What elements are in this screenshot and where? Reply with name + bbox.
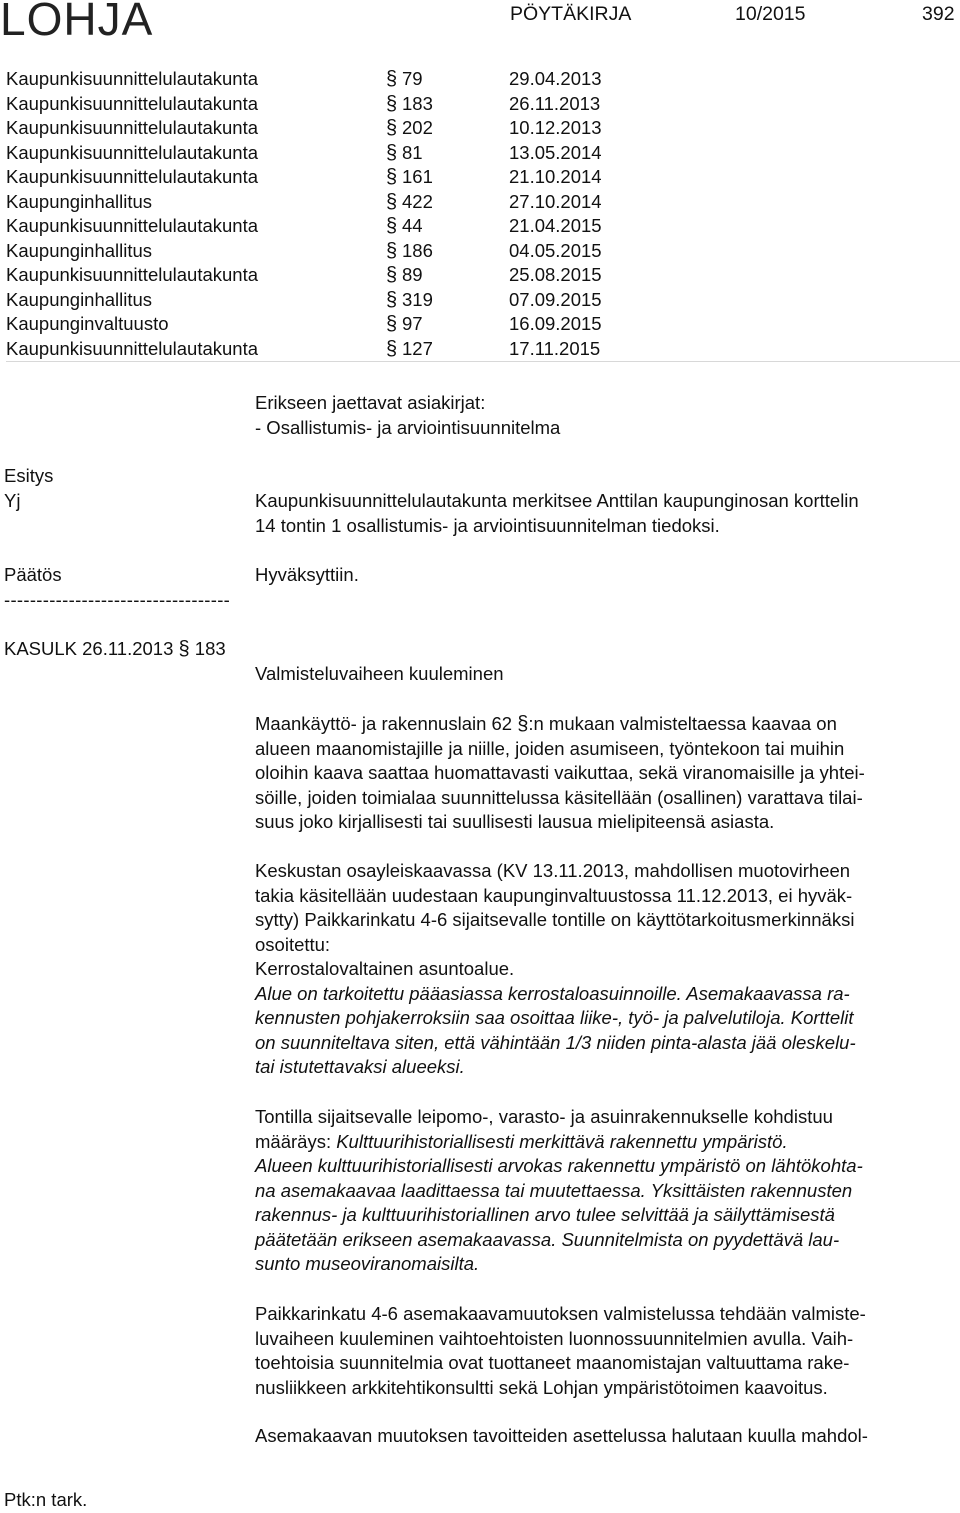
history-org: Kaupunkisuunnittelulautakunta (6, 141, 258, 163)
kasulk-number: 183 (194, 638, 226, 659)
history-row (6, 116, 960, 141)
history-number: 79 (402, 68, 423, 89)
section-symbol: § (386, 190, 398, 213)
proposal-label: Esitys (4, 465, 54, 486)
history-number: 97 (402, 313, 423, 334)
history-row (6, 239, 960, 264)
decision-label: Päätös (4, 564, 62, 585)
history-date: 07.09.2015 (509, 288, 602, 310)
history-row (6, 190, 960, 215)
history-org: Kaupunkisuunnittelulautakunta (6, 92, 258, 114)
paragraph-line: takia käsitellään uudestaan kaupunginvaltuustossa 11.12.2013, ei hyväk- (255, 884, 853, 906)
paragraph-line: sunto museoviranomaisilta. (255, 1253, 480, 1274)
paragraph-line: luvaiheen kuuleminen vaihtoehtoisten luonnossuunnitelmien avulla. Vaih- (255, 1327, 854, 1349)
history-date: 25.08.2015 (509, 264, 602, 285)
history-date: 21.10.2014 (509, 166, 602, 187)
attachments-heading: Erikseen jaettavat asiakirjat: (255, 392, 486, 413)
document-number: 10/2015 (735, 3, 806, 25)
logo: LOHJA (0, 0, 154, 45)
paragraph-line: rakennus- ja kulttuurihistoriallinen arvo tulee selvittää ja säilyttämisestä (255, 1204, 835, 1225)
section-symbol: § (386, 239, 398, 262)
paragraph-line: alueen maanomistajille ja niille, joiden asumiseen, työntekoon tai muihin (255, 737, 845, 759)
history-date: 10.12.2013 (509, 117, 602, 138)
paragraph-line: Alue on tarkoitettu pääasiassa kerrostaloasuinnoille. Asemakaavassa ra- (255, 982, 850, 1004)
history-org: Kaupunkisuunnittelulautakunta (6, 337, 258, 359)
section-title: Valmisteluvaiheen kuuleminen (255, 663, 504, 684)
paragraph-line: on suunniteltava siten, että vähintään 1/3 niiden pinta-alasta jää oleskelu- (255, 1031, 856, 1053)
history-number: 183 (402, 92, 433, 114)
history-org: Kaupunkisuunnittelulautakunta (6, 215, 258, 236)
paragraph-line: toehtoisia suunnitelmia ovat tuottaneet maanomistajan valtuuttama rake- (255, 1352, 850, 1373)
paragraph-line: Maankäyttö- ja rakennuslain 62 §:n mukaan valmisteltaessa kaavaa on (255, 713, 837, 735)
history-number: 422 (402, 190, 433, 212)
paragraph-line: Keskustan osayleiskaavassa (KV 13.11.2013, mahdollisen muotovirheen (255, 860, 851, 881)
history-row (6, 288, 960, 313)
paragraph-objectives (255, 1424, 960, 1449)
paragraph-line: söille, joiden toimialaa suunnittelussa käsitellään (osallinen) varattava tilai- (255, 786, 863, 808)
history-row (6, 214, 960, 239)
history-row (6, 312, 960, 337)
history-org: Kaupunginvaltuusto (6, 313, 169, 334)
paragraph-line: tai istutettavaksi alueeksi. (255, 1056, 465, 1077)
history-date: 27.10.2014 (509, 190, 602, 212)
history-org: Kaupunkisuunnittelulautakunta (6, 117, 258, 138)
history-date: 16.09.2015 (509, 313, 602, 334)
history-org: Kaupunginhallitus (6, 288, 153, 310)
paragraph-line: Alueen kulttuurihistoriallisesti arvokas rakennettu ympäristö on lähtökohta- (255, 1155, 863, 1176)
section-symbol: § (386, 92, 398, 115)
history-number: 186 (402, 239, 433, 261)
kasulk-reference (4, 637, 226, 662)
proposal-line: 14 tontin 1 osallistumis- ja arviointisuunnitelman tiedoksi. (255, 514, 720, 536)
attachments-block (255, 391, 960, 440)
history-row (6, 92, 960, 117)
history-number: 202 (402, 117, 433, 138)
section-symbol: § (386, 117, 398, 139)
attachments-item: - Osallistumis- ja arviointisuunnitelma (255, 416, 561, 438)
history-number: 44 (402, 215, 423, 236)
section-symbol: § (386, 215, 398, 237)
decision-text: Hyväksyttiin. (255, 564, 359, 585)
paragraph-line: määräys: Kulttuurihistoriallisesti merkittävä rakennettu ympäristö. (255, 1130, 788, 1152)
history-date: 13.05.2014 (509, 141, 602, 163)
history-row (6, 263, 960, 288)
history-row (6, 141, 960, 166)
section-symbol: § (386, 288, 398, 311)
history-org: Kaupunkisuunnittelulautakunta (6, 166, 258, 187)
history-number: 127 (402, 337, 433, 359)
history-row (6, 337, 960, 363)
proposal-text (255, 489, 960, 538)
paragraph-line: kennusten pohjakerroksiin saa osoittaa liike-, työ- ja palvelutiloja. Korttelit (255, 1007, 854, 1028)
history-number: 89 (402, 264, 423, 285)
paragraph-preparation (255, 1302, 960, 1400)
history-date: 04.05.2015 (509, 239, 602, 261)
history-row (6, 67, 960, 92)
proposal-line: Kaupunkisuunnittelulautakunta merkitsee Anttilan kaupunginosan korttelin (255, 490, 859, 511)
paragraph-line: suus joko kirjallisesti tai suullisesti lausua mielipiteensä asiasta. (255, 811, 775, 832)
section-symbol: § (386, 313, 398, 335)
history-org: Kaupunkisuunnittelulautakunta (6, 68, 258, 89)
paragraph-line: Tontilla sijaitsevalle leipomo-, varasto- ja asuinrakennukselle kohdistuu (255, 1106, 833, 1127)
proposal-presenter: Yj (4, 490, 21, 511)
history-table (6, 67, 960, 362)
document-type: PÖYTÄKIRJA (510, 3, 632, 25)
paragraph-line: Paikkarinkatu 4-6 asemakaavamuutoksen valmistelussa tehdään valmiste- (255, 1303, 866, 1324)
paragraph-line: Kerrostalovaltainen asuntoalue. (255, 958, 515, 979)
paragraph-line: na asemakaavaa laadittaessa tai muutettaessa. Yksittäisten rakennusten (255, 1179, 853, 1201)
paragraph-line: oloihin kaava saattaa huomattavasti vaikuttaa, sekä viranomaisille ja yhtei- (255, 762, 865, 783)
paragraph-line: osoitettu: (255, 933, 331, 955)
history-date: 21.04.2015 (509, 215, 602, 236)
page-number: 392 (922, 3, 955, 25)
section-symbol: § (386, 264, 398, 286)
paragraph-line: sytty) Paikkarinkatu 4-6 sijaitsevalle tontille on käyttötarkoitusmerkinnäksi (255, 909, 855, 930)
history-org: Kaupunginhallitus (6, 239, 153, 261)
history-org: Kaupunginhallitus (6, 190, 153, 212)
history-number: 81 (402, 141, 423, 163)
history-number: 319 (402, 288, 433, 310)
history-org: Kaupunkisuunnittelulautakunta (6, 264, 258, 285)
section-symbol: § (386, 166, 398, 188)
footer-initials-label: Ptk:n tark. (4, 1489, 88, 1510)
section-symbol: § (386, 68, 398, 90)
paragraph-line: nusliikkeen arkkitehtikonsultti sekä Lohjan ympäristötoimen kaavoitus. (255, 1376, 828, 1398)
paragraph-master-plan (255, 859, 960, 1080)
history-date: 29.04.2013 (509, 68, 602, 89)
kasulk-ref: KASULK 26.11.2013 (4, 638, 174, 659)
paragraph-line: Asemakaavan muutoksen tavoitteiden asettelussa halutaan kuulla mahdol- (255, 1425, 868, 1446)
history-date: 17.11.2015 (509, 337, 601, 359)
paragraph-line: päätetään erikseen asemakaavassa. Suunnitelmista on pyydettävä lau- (255, 1228, 840, 1250)
section-symbol: § (386, 337, 398, 360)
section-symbol: § (178, 638, 190, 660)
paragraph-hearing (255, 712, 960, 835)
history-number: 161 (402, 166, 433, 187)
section-symbol: § (386, 141, 398, 164)
separator: ----------------------------------- (4, 589, 231, 610)
history-row (6, 165, 960, 190)
history-date: 26.11.2013 (509, 92, 601, 114)
paragraph-heritage (255, 1105, 960, 1277)
